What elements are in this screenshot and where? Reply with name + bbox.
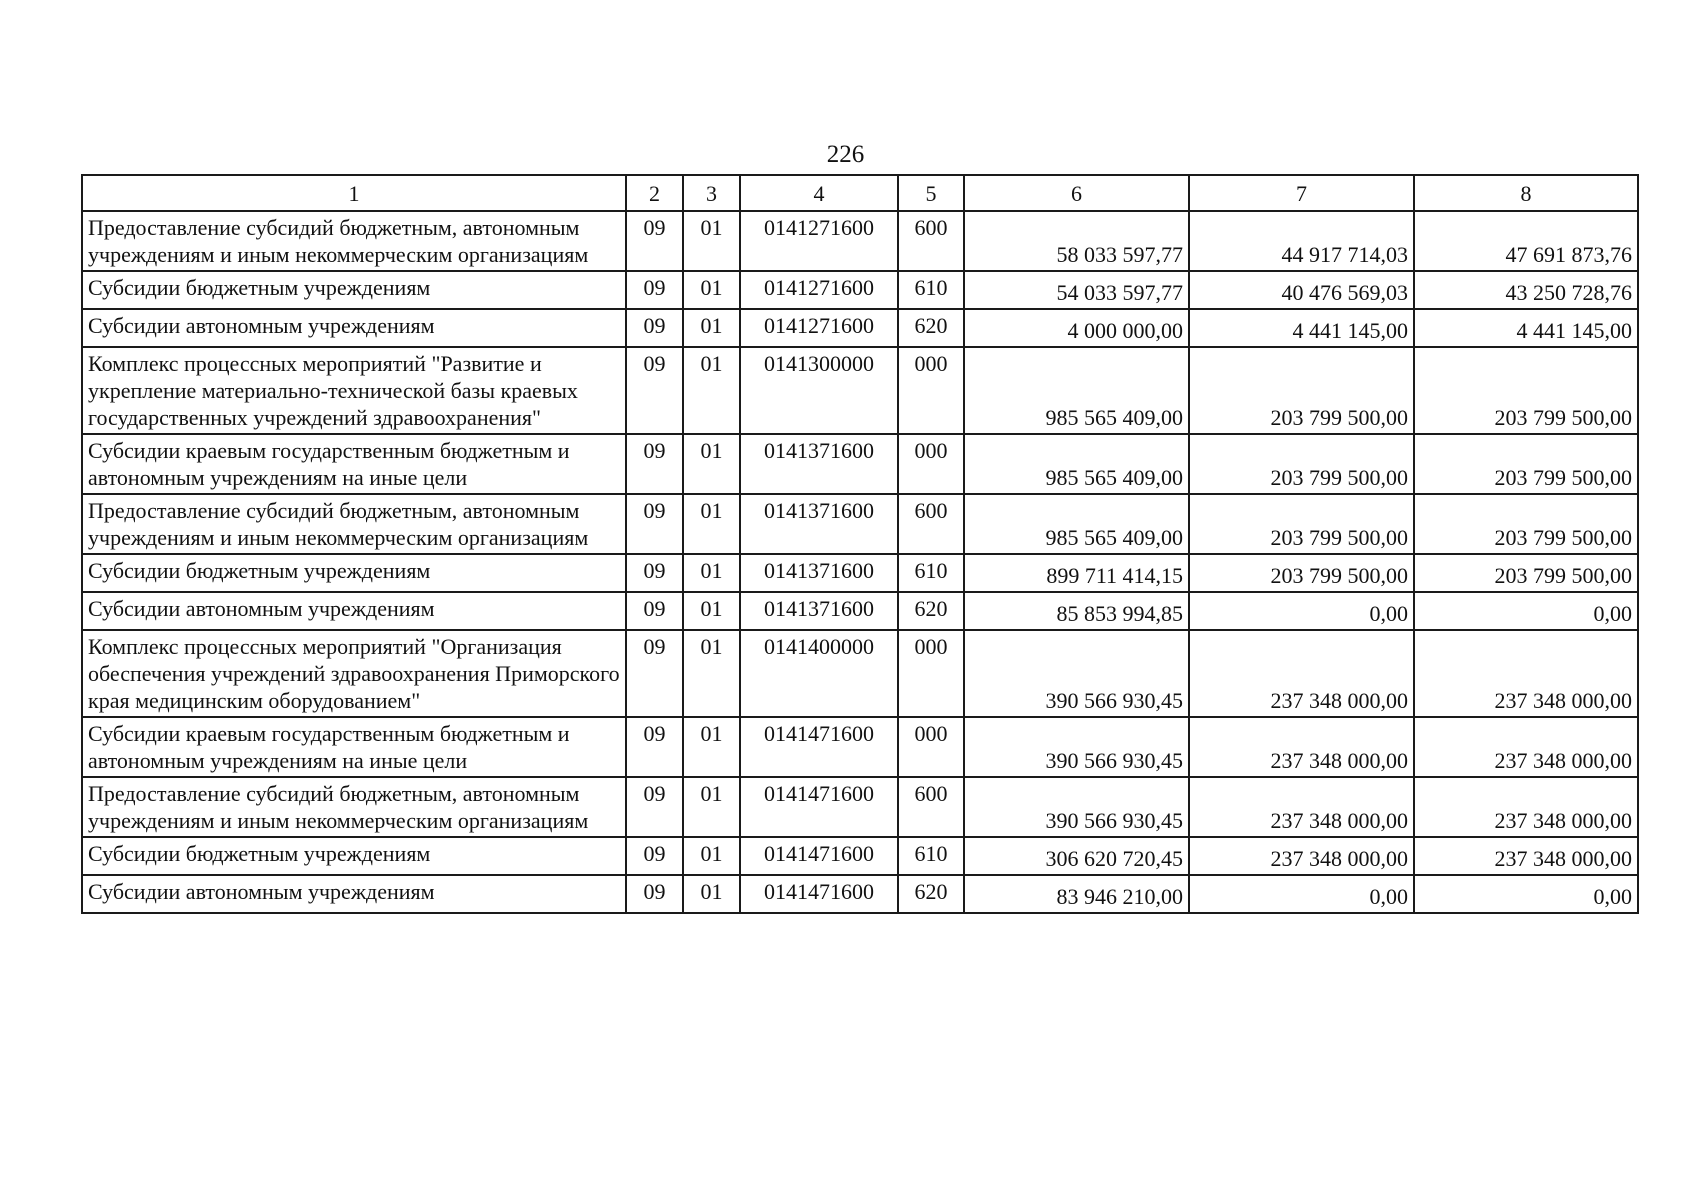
row-expense-type: 620: [898, 309, 964, 347]
row-section: 09: [626, 875, 683, 913]
row-name: Предоставление субсидий бюджетным, автономным учреждениям и иным некоммерческим организациям: [82, 211, 626, 271]
row-section: 09: [626, 211, 683, 271]
row-subsection: 01: [683, 211, 740, 271]
row-amount-col7: 203 799 500,00: [1189, 434, 1414, 494]
page-number: 226: [826, 141, 865, 168]
table-row: [82, 494, 1638, 554]
row-subsection: 01: [683, 630, 740, 717]
row-section: 09: [626, 347, 683, 434]
row-subsection: 01: [683, 592, 740, 630]
row-expense-type: 620: [898, 875, 964, 913]
row-target-code: 0141471600: [740, 777, 898, 837]
row-amount-col8: 203 799 500,00: [1414, 434, 1638, 494]
row-expense-type: 600: [898, 494, 964, 554]
row-amount-col8: 237 348 000,00: [1414, 837, 1638, 875]
row-amount-col7: 44 917 714,03: [1189, 211, 1414, 271]
row-name: Субсидии автономным учреждениям: [82, 309, 626, 347]
row-amount-col8: 0,00: [1414, 592, 1638, 630]
row-amount-col7: 4 441 145,00: [1189, 309, 1414, 347]
row-name: Комплекс процессных мероприятий "Развитие и укрепление материально-технической базы краевых государственных учреждений здравоохранения": [82, 347, 626, 434]
budget-table: [81, 174, 1639, 914]
row-expense-type: 610: [898, 837, 964, 875]
table-row: [82, 717, 1638, 777]
row-amount-col6: 390 566 930,45: [964, 777, 1189, 837]
column-header: 7: [1189, 175, 1414, 211]
row-section: 09: [626, 309, 683, 347]
row-name: Субсидии автономным учреждениям: [82, 875, 626, 913]
row-expense-type: 600: [898, 211, 964, 271]
row-amount-col7: 237 348 000,00: [1189, 717, 1414, 777]
table-row: [82, 347, 1638, 434]
row-name: Субсидии бюджетным учреждениям: [82, 554, 626, 592]
table-row: [82, 554, 1638, 592]
row-amount-col6: 390 566 930,45: [964, 630, 1189, 717]
row-amount-col8: 43 250 728,76: [1414, 271, 1638, 309]
row-amount-col6: 83 946 210,00: [964, 875, 1189, 913]
table-row: [82, 271, 1638, 309]
row-name: Субсидии краевым государственным бюджетным и автономным учреждениям на иные цели: [82, 717, 626, 777]
row-expense-type: 600: [898, 777, 964, 837]
row-amount-col7: 237 348 000,00: [1189, 837, 1414, 875]
row-amount-col6: 899 711 414,15: [964, 554, 1189, 592]
column-header: 8: [1414, 175, 1638, 211]
row-subsection: 01: [683, 494, 740, 554]
row-name: Комплекс процессных мероприятий "Организация обеспечения учреждений здравоохранения Приморского края медицинским оборудованием": [82, 630, 626, 717]
row-amount-col6: 985 565 409,00: [964, 434, 1189, 494]
row-amount-col8: 203 799 500,00: [1414, 494, 1638, 554]
row-name: Предоставление субсидий бюджетным, автономным учреждениям и иным некоммерческим организациям: [82, 494, 626, 554]
row-target-code: 0141400000: [740, 630, 898, 717]
table-row: [82, 211, 1638, 271]
row-expense-type: 000: [898, 434, 964, 494]
row-expense-type: 000: [898, 717, 964, 777]
row-subsection: 01: [683, 554, 740, 592]
row-name: Субсидии краевым государственным бюджетным и автономным учреждениям на иные цели: [82, 434, 626, 494]
row-subsection: 01: [683, 271, 740, 309]
column-header: 3: [683, 175, 740, 211]
row-amount-col7: 0,00: [1189, 592, 1414, 630]
row-amount-col8: 0,00: [1414, 875, 1638, 913]
column-header: 2: [626, 175, 683, 211]
row-amount-col6: 58 033 597,77: [964, 211, 1189, 271]
row-section: 09: [626, 630, 683, 717]
row-amount-col7: 40 476 569,03: [1189, 271, 1414, 309]
column-header: 6: [964, 175, 1189, 211]
row-target-code: 0141271600: [740, 271, 898, 309]
row-section: 09: [626, 494, 683, 554]
row-subsection: 01: [683, 347, 740, 434]
table-row: [82, 777, 1638, 837]
row-amount-col7: 203 799 500,00: [1189, 494, 1414, 554]
row-target-code: 0141471600: [740, 875, 898, 913]
row-target-code: 0141300000: [740, 347, 898, 434]
row-amount-col7: 203 799 500,00: [1189, 554, 1414, 592]
row-target-code: 0141371600: [740, 554, 898, 592]
table-header-row: [82, 175, 1638, 211]
row-subsection: 01: [683, 717, 740, 777]
row-amount-col8: 47 691 873,76: [1414, 211, 1638, 271]
row-subsection: 01: [683, 837, 740, 875]
row-section: 09: [626, 837, 683, 875]
table-row: [82, 875, 1638, 913]
row-amount-col6: 985 565 409,00: [964, 347, 1189, 434]
row-expense-type: 000: [898, 347, 964, 434]
row-expense-type: 620: [898, 592, 964, 630]
row-name: Предоставление субсидий бюджетным, автономным учреждениям и иным некоммерческим организациям: [82, 777, 626, 837]
row-subsection: 01: [683, 309, 740, 347]
row-amount-col7: 237 348 000,00: [1189, 630, 1414, 717]
row-section: 09: [626, 434, 683, 494]
row-amount-col8: 203 799 500,00: [1414, 554, 1638, 592]
row-target-code: 0141471600: [740, 717, 898, 777]
row-amount-col6: 985 565 409,00: [964, 494, 1189, 554]
row-target-code: 0141471600: [740, 837, 898, 875]
row-amount-col8: 237 348 000,00: [1414, 777, 1638, 837]
row-amount-col6: 390 566 930,45: [964, 717, 1189, 777]
row-target-code: 0141271600: [740, 309, 898, 347]
table-row: [82, 592, 1638, 630]
row-target-code: 0141371600: [740, 592, 898, 630]
table-row: [82, 837, 1638, 875]
row-name: Субсидии бюджетным учреждениям: [82, 837, 626, 875]
column-header: 1: [82, 175, 626, 211]
row-name: Субсидии автономным учреждениям: [82, 592, 626, 630]
row-amount-col8: 237 348 000,00: [1414, 717, 1638, 777]
row-target-code: 0141271600: [740, 211, 898, 271]
row-amount-col6: 306 620 720,45: [964, 837, 1189, 875]
row-section: 09: [626, 592, 683, 630]
row-amount-col6: 4 000 000,00: [964, 309, 1189, 347]
row-target-code: 0141371600: [740, 434, 898, 494]
column-header: 5: [898, 175, 964, 211]
row-section: 09: [626, 554, 683, 592]
row-expense-type: 610: [898, 554, 964, 592]
row-amount-col6: 85 853 994,85: [964, 592, 1189, 630]
row-expense-type: 610: [898, 271, 964, 309]
row-section: 09: [626, 271, 683, 309]
row-amount-col8: 237 348 000,00: [1414, 630, 1638, 717]
row-amount-col7: 237 348 000,00: [1189, 777, 1414, 837]
row-name: Субсидии бюджетным учреждениям: [82, 271, 626, 309]
row-target-code: 0141371600: [740, 494, 898, 554]
row-amount-col7: 203 799 500,00: [1189, 347, 1414, 434]
table-row: [82, 630, 1638, 717]
row-amount-col7: 0,00: [1189, 875, 1414, 913]
row-expense-type: 000: [898, 630, 964, 717]
row-amount-col8: 203 799 500,00: [1414, 347, 1638, 434]
column-header: 4: [740, 175, 898, 211]
row-amount-col6: 54 033 597,77: [964, 271, 1189, 309]
row-subsection: 01: [683, 434, 740, 494]
row-amount-col8: 4 441 145,00: [1414, 309, 1638, 347]
row-section: 09: [626, 717, 683, 777]
row-subsection: 01: [683, 875, 740, 913]
table-row: [82, 309, 1638, 347]
table-row: [82, 434, 1638, 494]
row-section: 09: [626, 777, 683, 837]
row-subsection: 01: [683, 777, 740, 837]
